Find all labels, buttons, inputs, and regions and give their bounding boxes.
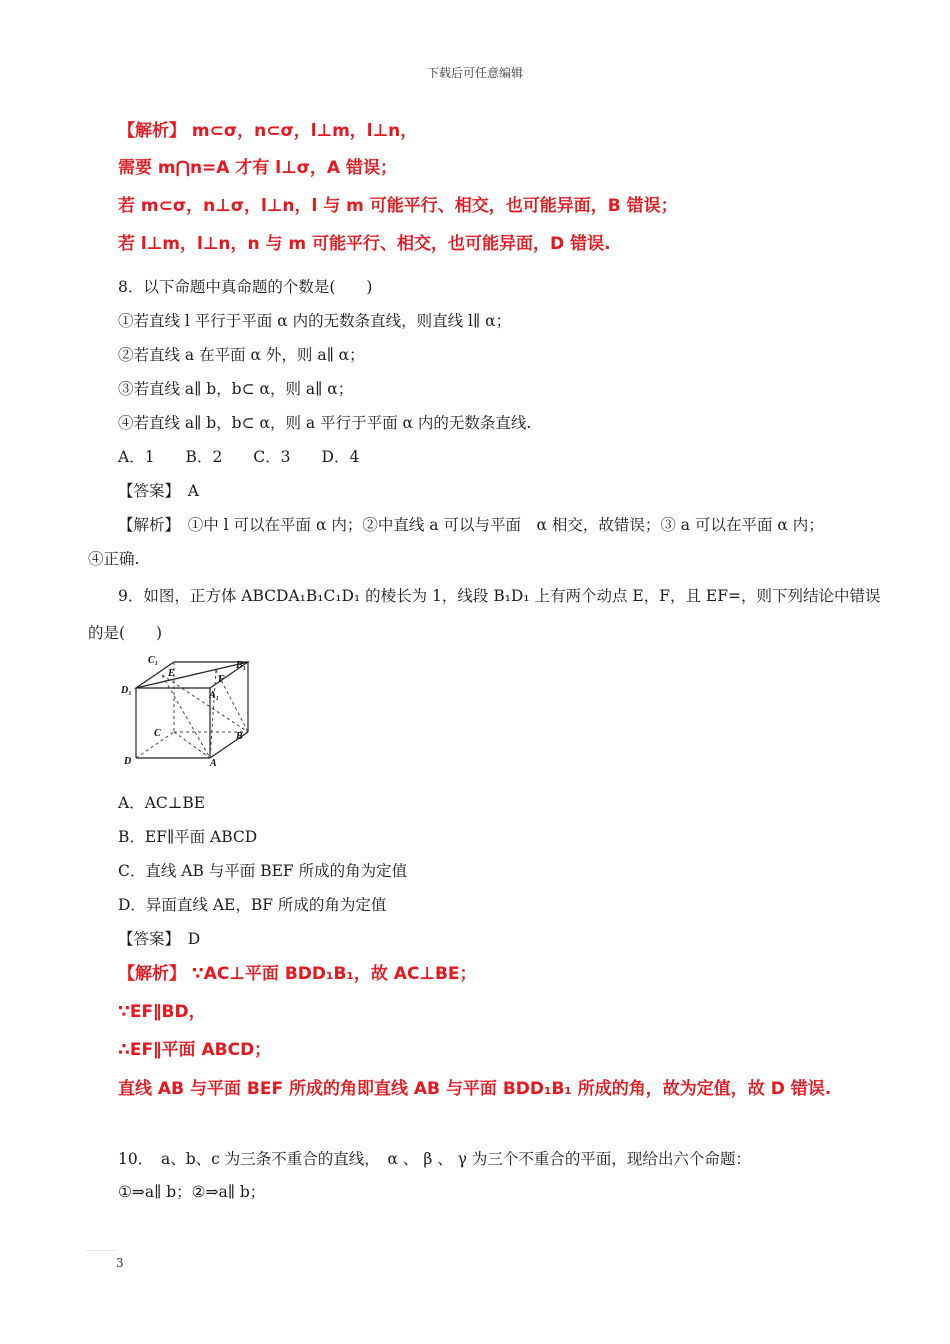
q9-option-a: A．AC⊥BE [118, 794, 206, 812]
question-8: 8．以下命题中真命题的个数是( ) [118, 278, 373, 296]
q9-option-d: D．异面直线 AE，BF 所成的角为定值 [118, 896, 387, 914]
label-a1: A₁ [209, 690, 220, 701]
q9-analysis-line-1: 【解析】 ∵AC⊥平面 BDD₁B₁，故 AC⊥BE； [118, 964, 477, 984]
label-b: B [236, 731, 243, 742]
q9-analysis-line-4: 直线 AB 与平面 BEF 所成的角即直线 AB 与平面 BDD₁B₁ 所成的角，故为定值，故 D 错误. [118, 1079, 832, 1099]
label-d1: D₁ [121, 685, 132, 696]
label-b1: B₁ [236, 660, 247, 671]
analysis-line-2: 需要 m⋂n=A 才有 l⊥σ，A 错误； [118, 158, 397, 178]
q8-statement-4: ④若直线 a∥ b，b⊂ α，则 a 平行于平面 α 内的无数条直线. [118, 414, 532, 432]
label-c: C [154, 728, 161, 739]
q8-options: A．1 B．2 C．3 D．4 [118, 448, 360, 466]
question-10: 10． a、b、c 为三条不重合的直线， α 、 β 、 γ 为三个不重合的平面，现给出六个命题： [118, 1150, 751, 1168]
q8-analysis: 【解析】 ①中 l 可以在平面 α 内；②中直线 a 可以与平面 α 相交，故错误；③ a 可以在平面 α 内； [118, 516, 824, 534]
q9-analysis-line-3: ∴EF∥平面 ABCD； [118, 1040, 272, 1060]
page-number: 3 [116, 1256, 124, 1270]
page-header: 下载后可任意编辑 [426, 66, 523, 80]
q8-answer: 【答案】 A [118, 482, 199, 500]
q8-statement-1: ①若直线 l 平行于平面 α 内的无数条直线，则直线 l∥ α； [118, 312, 512, 330]
q8-statement-2: ②若直线 a 在平面 α 外，则 a∥ α； [118, 346, 365, 364]
q9-option-b: B．EF∥平面 ABCD [118, 828, 258, 846]
analysis-line-4: 若 l⊥m，l⊥n，n 与 m 可能平行、相交，也可能异面，D 错误. [118, 234, 611, 254]
label-c1: C₁ [148, 655, 159, 666]
q9-analysis-line-2: ∵EF∥BD， [118, 1002, 206, 1022]
footer-rule [86, 1250, 116, 1251]
question-9-cont: 的是( ) [88, 624, 163, 642]
cube-figure [118, 654, 258, 770]
question-9: 9．如图，正方体 ABCDA₁B₁C₁D₁ 的棱长为 1，线段 B₁D₁ 上有两个动点 E，F，且 EF=，则下列结论中错误 [118, 587, 881, 605]
q9-answer: 【答案】 D [118, 930, 201, 948]
q8-statement-3: ③若直线 a∥ b，b⊂ α，则 a∥ α； [118, 380, 354, 398]
q8-analysis-cont: ④正确. [88, 550, 140, 568]
label-a: A [210, 758, 217, 769]
analysis-line-1: 【解析】 m⊂σ，n⊂σ，l⊥m，l⊥n， [118, 121, 418, 141]
analysis-line-3: 若 m⊂σ，n⊥σ，l⊥n，l 与 m 可能平行、相交，也可能异面，B 错误； [118, 196, 678, 216]
label-e: E [168, 668, 175, 679]
label-f: F [218, 674, 225, 685]
q10-propositions: ①⇒a∥ b；②⇒a∥ b； [118, 1183, 266, 1201]
q9-option-c: C．直线 AB 与平面 BEF 所成的角为定值 [118, 862, 408, 880]
label-d: D [124, 756, 132, 767]
